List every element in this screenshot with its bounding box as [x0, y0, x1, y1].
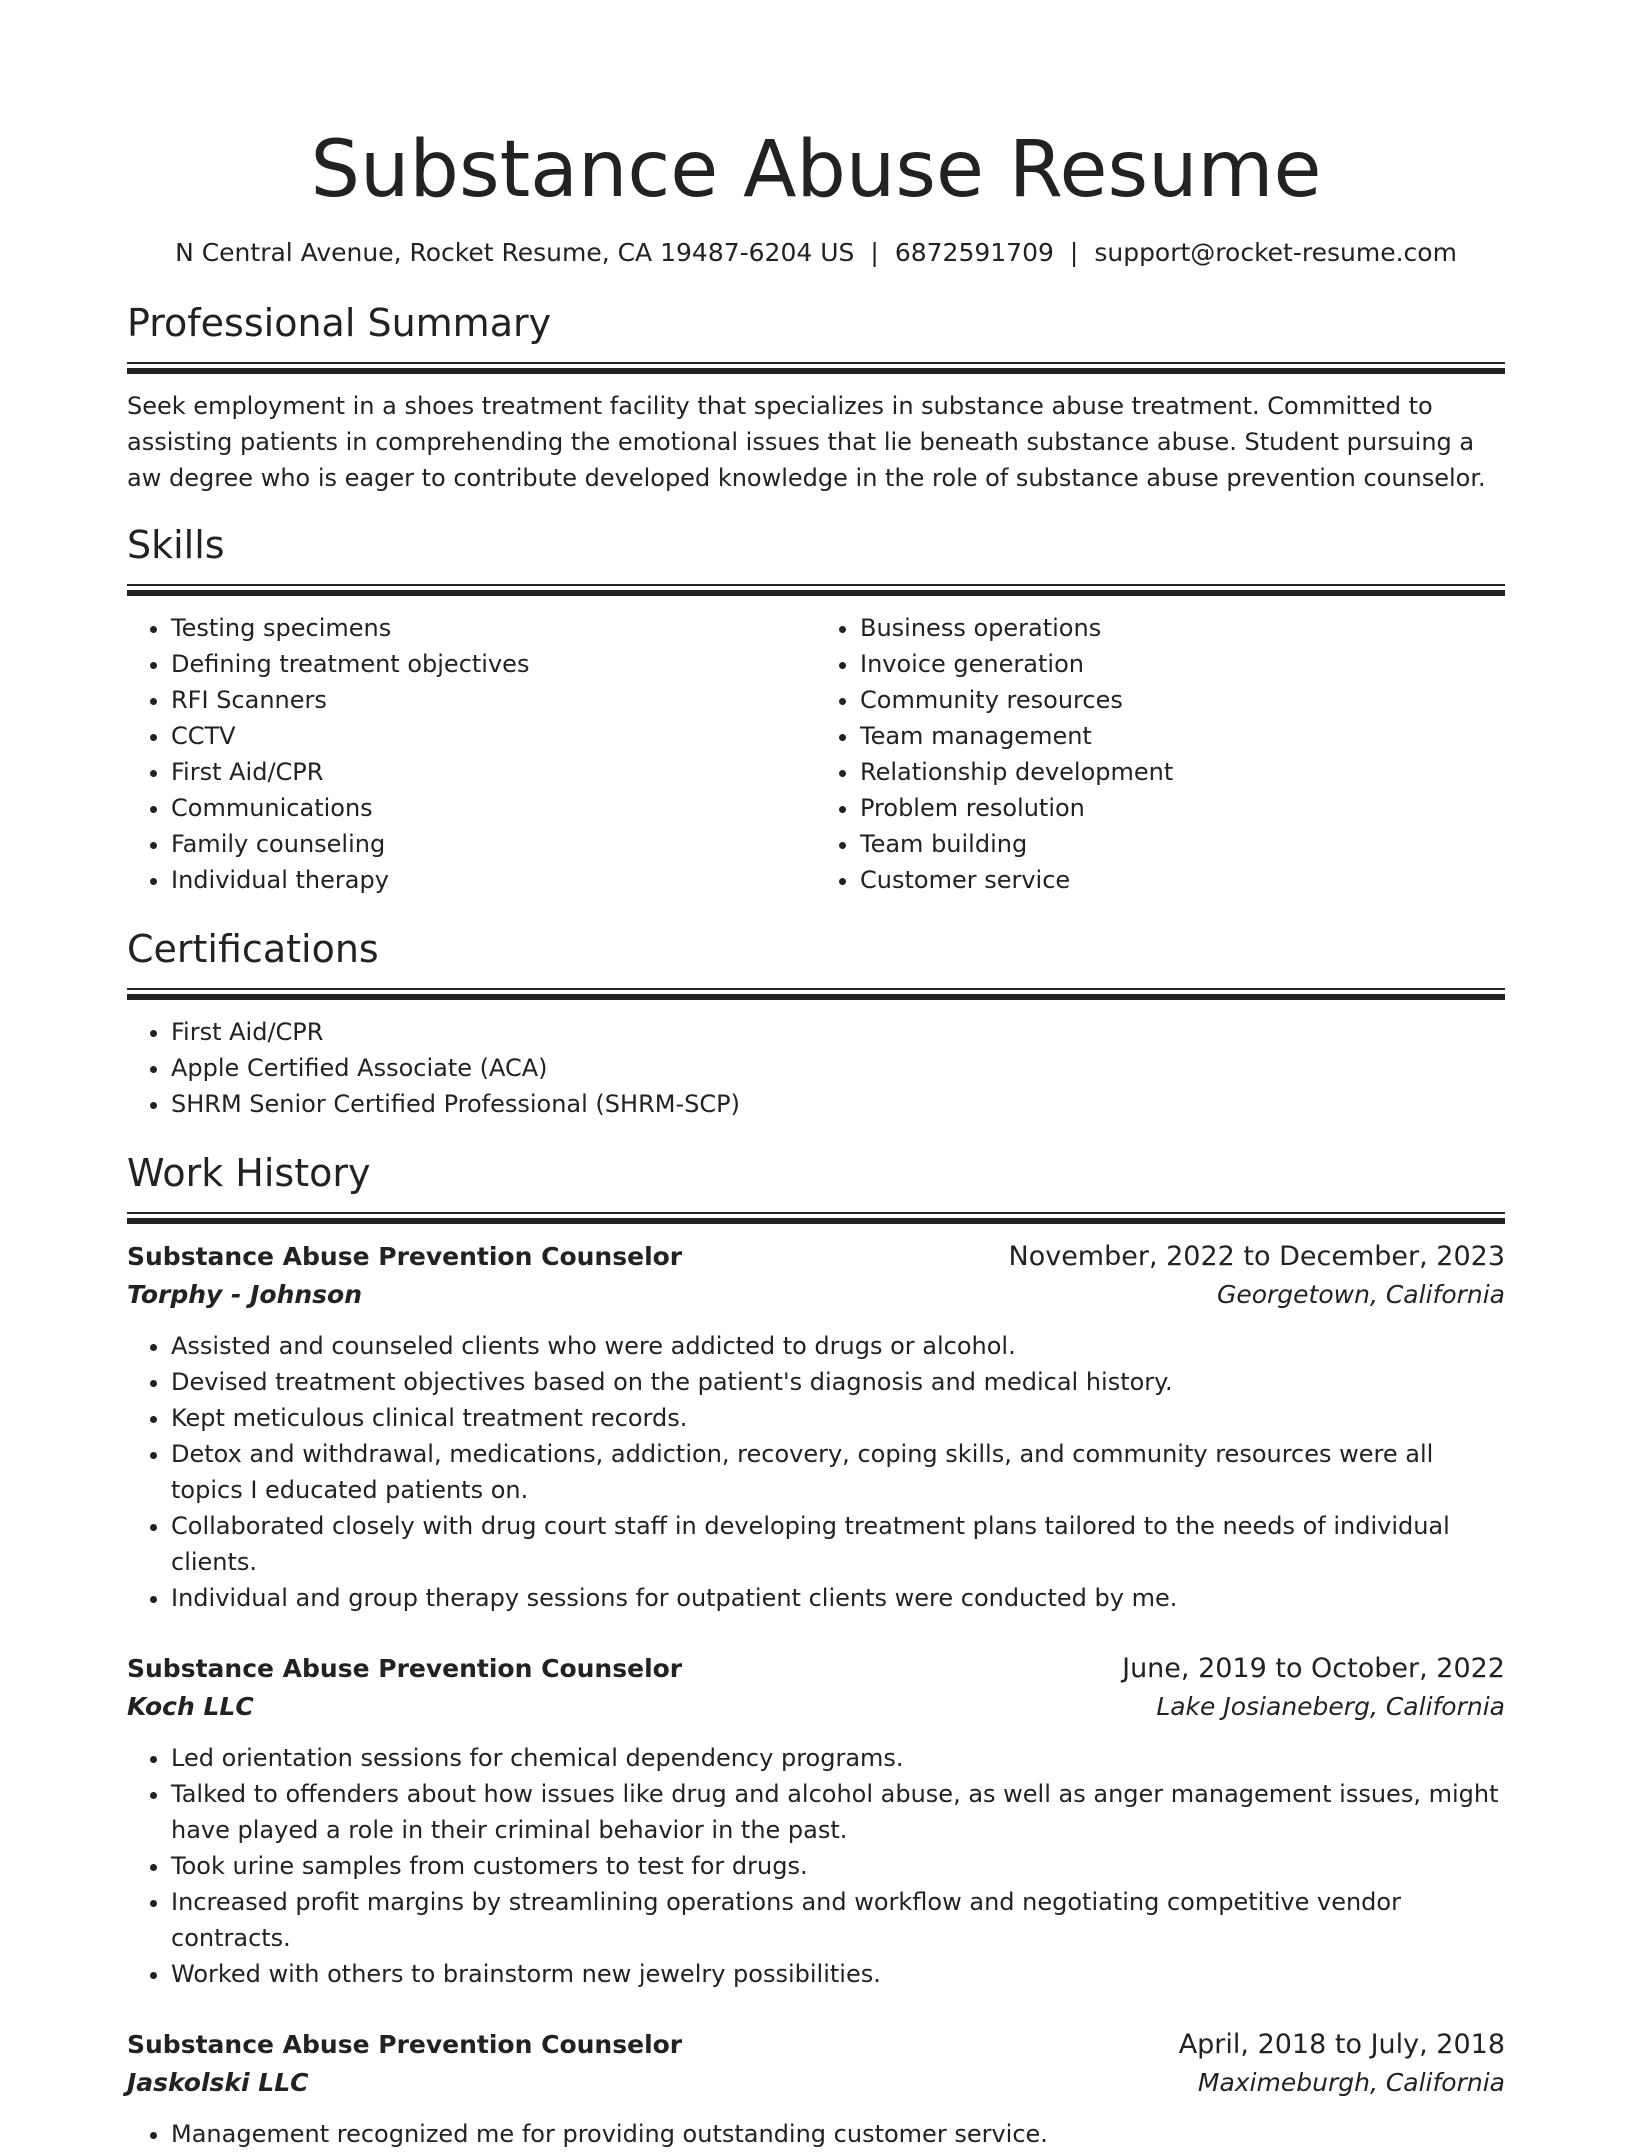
- job-dates: June, 2019 to October, 2022: [1122, 1653, 1505, 1684]
- skill-item: • Community resources: [860, 682, 1505, 718]
- skills-list-right: [816, 610, 1505, 898]
- contact-email: support@rocket-resume.com: [1094, 238, 1457, 267]
- job-bullet: • Led orientation sessions for chemical dependency programs.: [171, 1740, 1505, 1776]
- job-bullet: • Took urine samples from customers to test for drugs.: [171, 1848, 1505, 1884]
- skill-item: • Customer service: [860, 862, 1505, 898]
- job-company-row: [127, 2064, 1505, 2102]
- skill-item: • Invoice generation: [860, 646, 1505, 682]
- resume-page: [127, 0, 1505, 2152]
- skill-item: • Business operations: [860, 610, 1505, 646]
- skill-item: • Team building: [860, 826, 1505, 862]
- skill-item: • Team management: [860, 718, 1505, 754]
- job-dates: November, 2022 to December, 2023: [1008, 1241, 1505, 1272]
- skills-section: [127, 520, 1505, 898]
- summary-section: [127, 298, 1505, 496]
- job-bullet: • Kept meticulous clinical treatment records.: [171, 1400, 1505, 1436]
- section-divider: [127, 362, 1505, 374]
- job-entry: [127, 2026, 1505, 2152]
- job-bullet: • Increased profit margins by streamlining operations and workflow and negotiating competitive vendor contracts.: [171, 1884, 1505, 1956]
- job-location: Maximeburgh, California: [1197, 2068, 1505, 2097]
- skill-item: • Testing specimens: [171, 610, 816, 646]
- job-bullet: • Individual and group therapy sessions for outpatient clients were conducted by me.: [171, 1580, 1505, 1616]
- job-company-row: [127, 1688, 1505, 1726]
- job-bullet: • Collaborated closely with drug court staff in developing treatment plans tailored to the needs of individual clients.: [171, 1508, 1505, 1580]
- job-bullets: [127, 1328, 1505, 1616]
- contact-separator: |: [1069, 238, 1079, 267]
- job-bullet: • Talked to offenders about how issues like drug and alcohol abuse, as well as anger management issues, might have played a role in their criminal behavior in the past.: [171, 1776, 1505, 1848]
- job-title: Substance Abuse Prevention Counselor: [127, 1242, 683, 1271]
- job-company: Jaskolski LLC: [127, 2068, 309, 2097]
- job-bullet: • Detox and withdrawal, medications, addiction, recovery, coping skills, and community resources were all topics I educated patients on.: [171, 1436, 1505, 1508]
- skill-item: • CCTV: [171, 718, 816, 754]
- section-divider: [127, 988, 1505, 1000]
- job-header-row: [127, 1650, 1505, 1688]
- summary-text: Seek employment in a shoes treatment facility that specializes in substance abuse treatment. Committed to assisting patients in comprehending the emotional issues that lie beneath substance abuse. Student pursuing a aw degree who is eager to contribute developed knowledge in the role of substance abuse prevention counselor.: [127, 392, 1486, 492]
- contact-line: [127, 236, 1505, 270]
- job-title: Substance Abuse Prevention Counselor: [127, 2030, 683, 2059]
- job-header-row: [127, 1238, 1505, 1276]
- job-location: Georgetown, California: [1216, 1280, 1505, 1309]
- certifications-section: [127, 924, 1505, 1122]
- skill-item: • RFI Scanners: [171, 682, 816, 718]
- certification-item: • First Aid/CPR: [171, 1014, 1505, 1050]
- section-divider: [127, 1212, 1505, 1224]
- certifications-list: [127, 1014, 1505, 1122]
- skill-item: • Relationship development: [860, 754, 1505, 790]
- skill-item: • Communications: [171, 790, 816, 826]
- job-dates: April, 2018 to July, 2018: [1178, 2029, 1505, 2060]
- certifications-heading: Certifications: [127, 927, 379, 971]
- work-history-section: [127, 1148, 1505, 2152]
- job-bullet: • Management recognized me for providing outstanding customer service.: [171, 2116, 1505, 2152]
- job-entry: [127, 1650, 1505, 1992]
- job-location: Lake Josianeberg, California: [1156, 1692, 1505, 1721]
- contact-address: N Central Avenue, Rocket Resume, CA 19487-6204 US: [175, 238, 855, 267]
- section-divider: [127, 584, 1505, 596]
- skills-heading: Skills: [127, 523, 225, 567]
- job-entry: [127, 1238, 1505, 1616]
- summary-heading: Professional Summary: [127, 301, 552, 345]
- skill-item: • Defining treatment objectives: [171, 646, 816, 682]
- contact-phone: 6872591709: [894, 238, 1054, 267]
- job-company: Koch LLC: [127, 1692, 254, 1721]
- job-header-row: [127, 2026, 1505, 2064]
- job-bullet: • Worked with others to brainstorm new jewelry possibilities.: [171, 1956, 1505, 1992]
- resume-title: Substance Abuse Resume: [310, 125, 1322, 215]
- job-title: Substance Abuse Prevention Counselor: [127, 1654, 683, 1683]
- job-bullet: • Assisted and counseled clients who were addicted to drugs or alcohol.: [171, 1328, 1505, 1364]
- contact-separator: |: [870, 238, 879, 267]
- job-company-row: [127, 1276, 1505, 1314]
- skill-item: • Individual therapy: [171, 862, 816, 898]
- skill-item: • First Aid/CPR: [171, 754, 816, 790]
- skill-item: • Family counseling: [171, 826, 816, 862]
- skills-columns: [127, 610, 1505, 898]
- certification-item: • Apple Certified Associate (ACA): [171, 1050, 1505, 1086]
- certification-item: • SHRM Senior Certified Professional (SHRM-SCP): [171, 1086, 1505, 1122]
- job-company: Torphy - Johnson: [127, 1280, 363, 1309]
- skills-list-left: [127, 610, 816, 898]
- job-bullet: • Devised treatment objectives based on the patient's diagnosis and medical history.: [171, 1364, 1505, 1400]
- skill-item: • Problem resolution: [860, 790, 1505, 826]
- work-history-heading: Work History: [127, 1151, 371, 1195]
- job-bullets: [127, 2116, 1505, 2152]
- job-bullets: [127, 1740, 1505, 1992]
